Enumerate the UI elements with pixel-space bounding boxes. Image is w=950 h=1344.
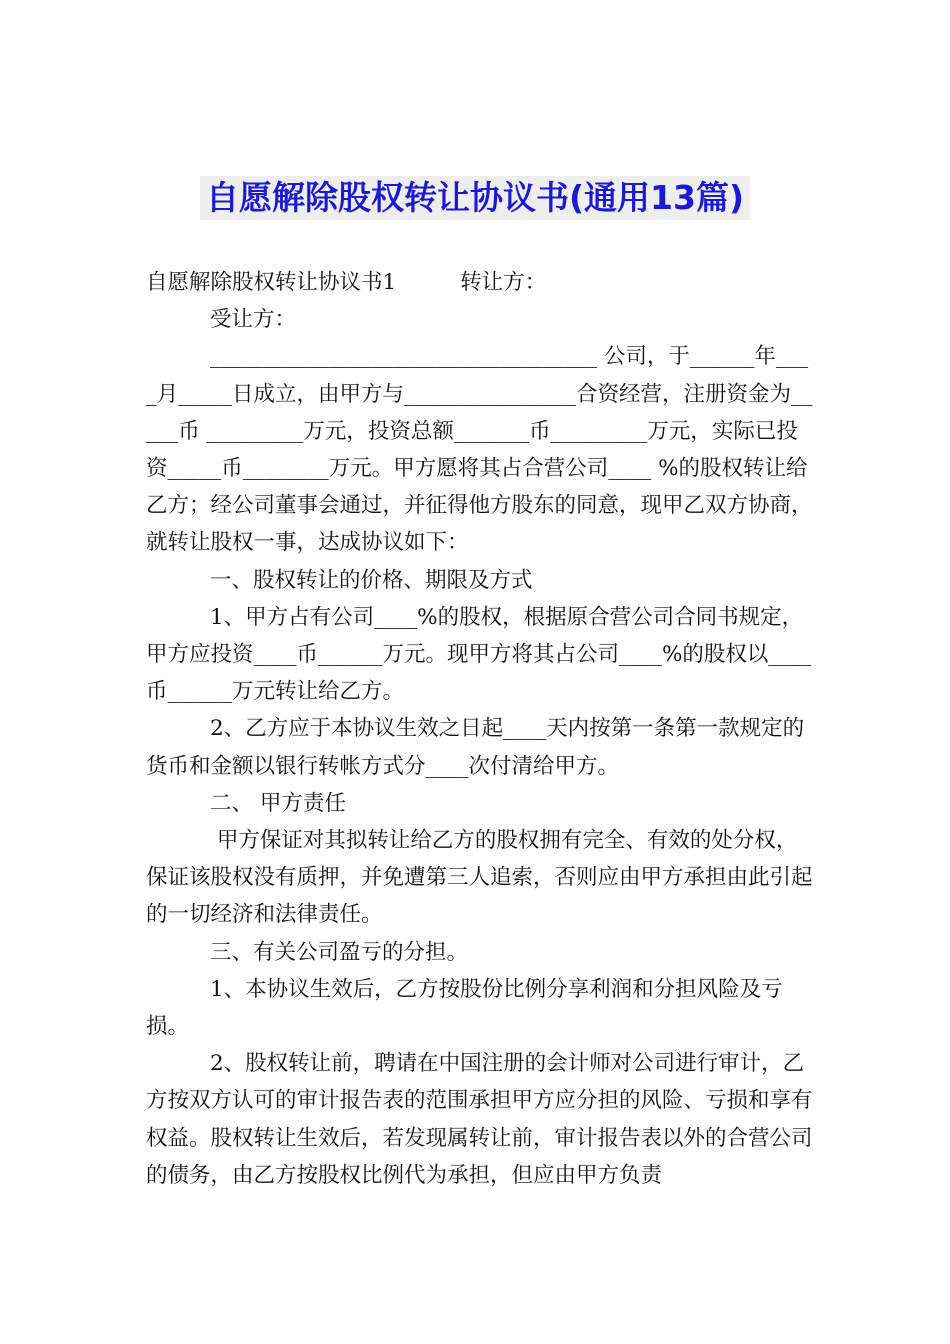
document-title-text: 自愿解除股权转让协议书(通用13篇) — [200, 176, 750, 220]
paragraph: 甲方保证对其拟转让给乙方的股权拥有完全、有效的处分权，保证该股权没有质押，并免遭第三人追索，否则应由甲方承担由此引起的一切经济和法律责任。 — [146, 828, 813, 928]
paragraph: 2、股权转让前，聘请在中国注册的会计师对公司进行审计，乙方按双方认可的审计报告表的范围承担甲方应分担的风险、亏损和享有权益。股权转让生效后，若发现属转让前，审计报告表以外的合营公司的债务，由乙方按股权比例代为承担，但应由甲方负责 — [146, 1051, 813, 1188]
paragraph: 1、本协议生效后，乙方按股份比例分享利润和分担风险及亏损。 — [146, 976, 783, 1040]
doc-name: 自愿解除股权转让协议书1 — [146, 270, 397, 295]
document-body — [146, 264, 814, 1194]
section-heading: 三、有关公司盈亏的分担。 — [210, 939, 469, 965]
section-heading: 二、 甲方责任 — [210, 790, 346, 816]
heading-line — [146, 264, 814, 301]
paragraph: 2、乙方应于本协议生效之日起____天内按第一条第一款规定的货币和金额以银行转帐方式分____次付清给甲方。 — [146, 716, 805, 779]
paragraph: 受让方： — [210, 307, 297, 333]
transferor-label: 转让方： — [460, 270, 547, 295]
paragraph: ____________________________________ 公司，于______年____月_____日成立，由甲方与________________合资经营，注册资金为_____币 _________万元，投资总额_______币_________万元，实际已投资_____币________万元。甲方愿将其占合营公司____ %的股权转让给乙方；经公司董事会通过，并征得他方股东的同意，现甲乙双方协商，就转让股权一事，达成协议如下： — [146, 344, 813, 556]
section-heading: 一、股权转让的价格、期限及方式 — [210, 567, 533, 593]
paragraph: 1、甲方占有公司____%的股权，根据原合营公司合同书规定，甲方应投资____币______万元。现甲方将其占公司____%的股权以____币______万元转让给乙方。 — [146, 604, 812, 705]
document-title — [0, 176, 950, 220]
